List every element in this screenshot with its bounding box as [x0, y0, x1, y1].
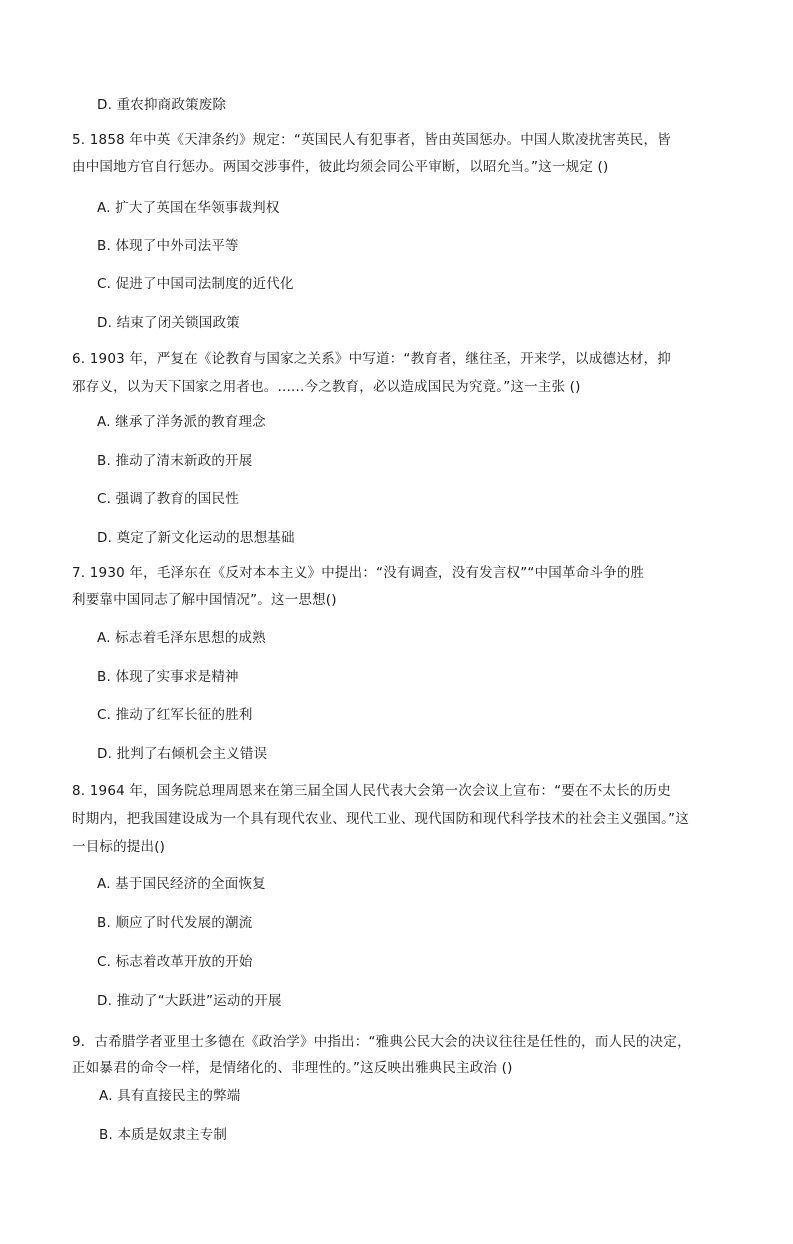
q7-option-a: A. 标志着毛泽东思想的成熟	[97, 630, 266, 646]
q8-option-b: B. 顺应了时代发展的潮流	[97, 915, 253, 931]
q5-stem-line1: 5. 1858 年中英《天津条约》规定：“英国民人有犯事者，皆由英国惩办。中国人欺凌扰害英民，皆	[72, 132, 671, 148]
q9-option-a: A. 具有直接民主的弊端	[99, 1088, 241, 1104]
q9-stem-line2: 正如暴君的命令一样，是情绪化的、非理性的。”这反映出雅典民主政治 ()	[72, 1060, 513, 1076]
q6-stem-line2: 邪存义，以为天下国家之用者也。......今之教育，必以造成国民为究竟。”这一主张 ()	[72, 379, 581, 395]
q7-stem-line2: 利要靠中国同志了解中国情况”。这一思想()	[72, 592, 337, 608]
q9-option-b: B. 本质是奴隶主专制	[99, 1127, 228, 1143]
q6-option-a: A. 继承了洋务派的教育理念	[97, 414, 266, 430]
q5-option-c: C. 促进了中国司法制度的近代化	[97, 276, 294, 292]
q7-option-d: D. 批判了右倾机会主义错误	[97, 746, 268, 762]
q5-option-d: D. 结束了闭关锁国政策	[97, 315, 240, 331]
q8-option-c: C. 标志着改革开放的开始	[97, 954, 253, 970]
q7-option-b: B. 体现了实事求是精神	[97, 669, 239, 685]
q6-option-d: D. 奠定了新文化运动的思想基础	[97, 530, 295, 546]
q7-option-c: C. 推动了红军长征的胜利	[97, 707, 253, 723]
q8-stem-line1: 8. 1964 年，国务院总理周恩来在第三届全国人民代表大会第一次会议上宣布：“要在不太长的历史	[72, 783, 671, 799]
q5-option-a: A. 扩大了英国在华领事裁判权	[97, 200, 280, 216]
q8-stem-line3: 一目标的提出()	[72, 839, 166, 855]
q5-option-b: B. 体现了中外司法平等	[97, 238, 239, 254]
q9-stem-line1: 9．古希腊学者亚里士多德在《政治学》中指出：“雅典公民大会的决议往往是任性的，而人民的决定，	[72, 1034, 691, 1050]
q8-stem-line2: 时期内，把我国建设成为一个具有现代农业、现代工业、现代国防和现代科学技术的社会主义强国。”这	[72, 811, 689, 827]
q6-option-c: C. 强调了教育的国民性	[97, 491, 239, 507]
q6-stem-line1: 6. 1903 年，严复在《论教育与国家之关系》中写道：“教育者，继往圣，开来学，以成德达材，抑	[72, 351, 671, 367]
q8-option-d: D. 推动了“大跃进”运动的开展	[97, 993, 282, 1009]
q8-option-a: A. 基于国民经济的全面恢复	[97, 876, 266, 892]
q6-option-b: B. 推动了清末新政的开展	[97, 453, 253, 469]
q7-stem-line1: 7. 1930 年，毛泽东在《反对本本主义》中提出：“没有调查，没有发言权”“中国革命斗争的胜	[72, 565, 645, 581]
q5-stem-line2: 由中国地方官自行惩办。两国交涉事件，彼此均须会同公平审断，以昭允当。”这一规定 ()	[72, 159, 609, 175]
q4-option-d: D. 重农抑商政策废除	[97, 97, 227, 113]
